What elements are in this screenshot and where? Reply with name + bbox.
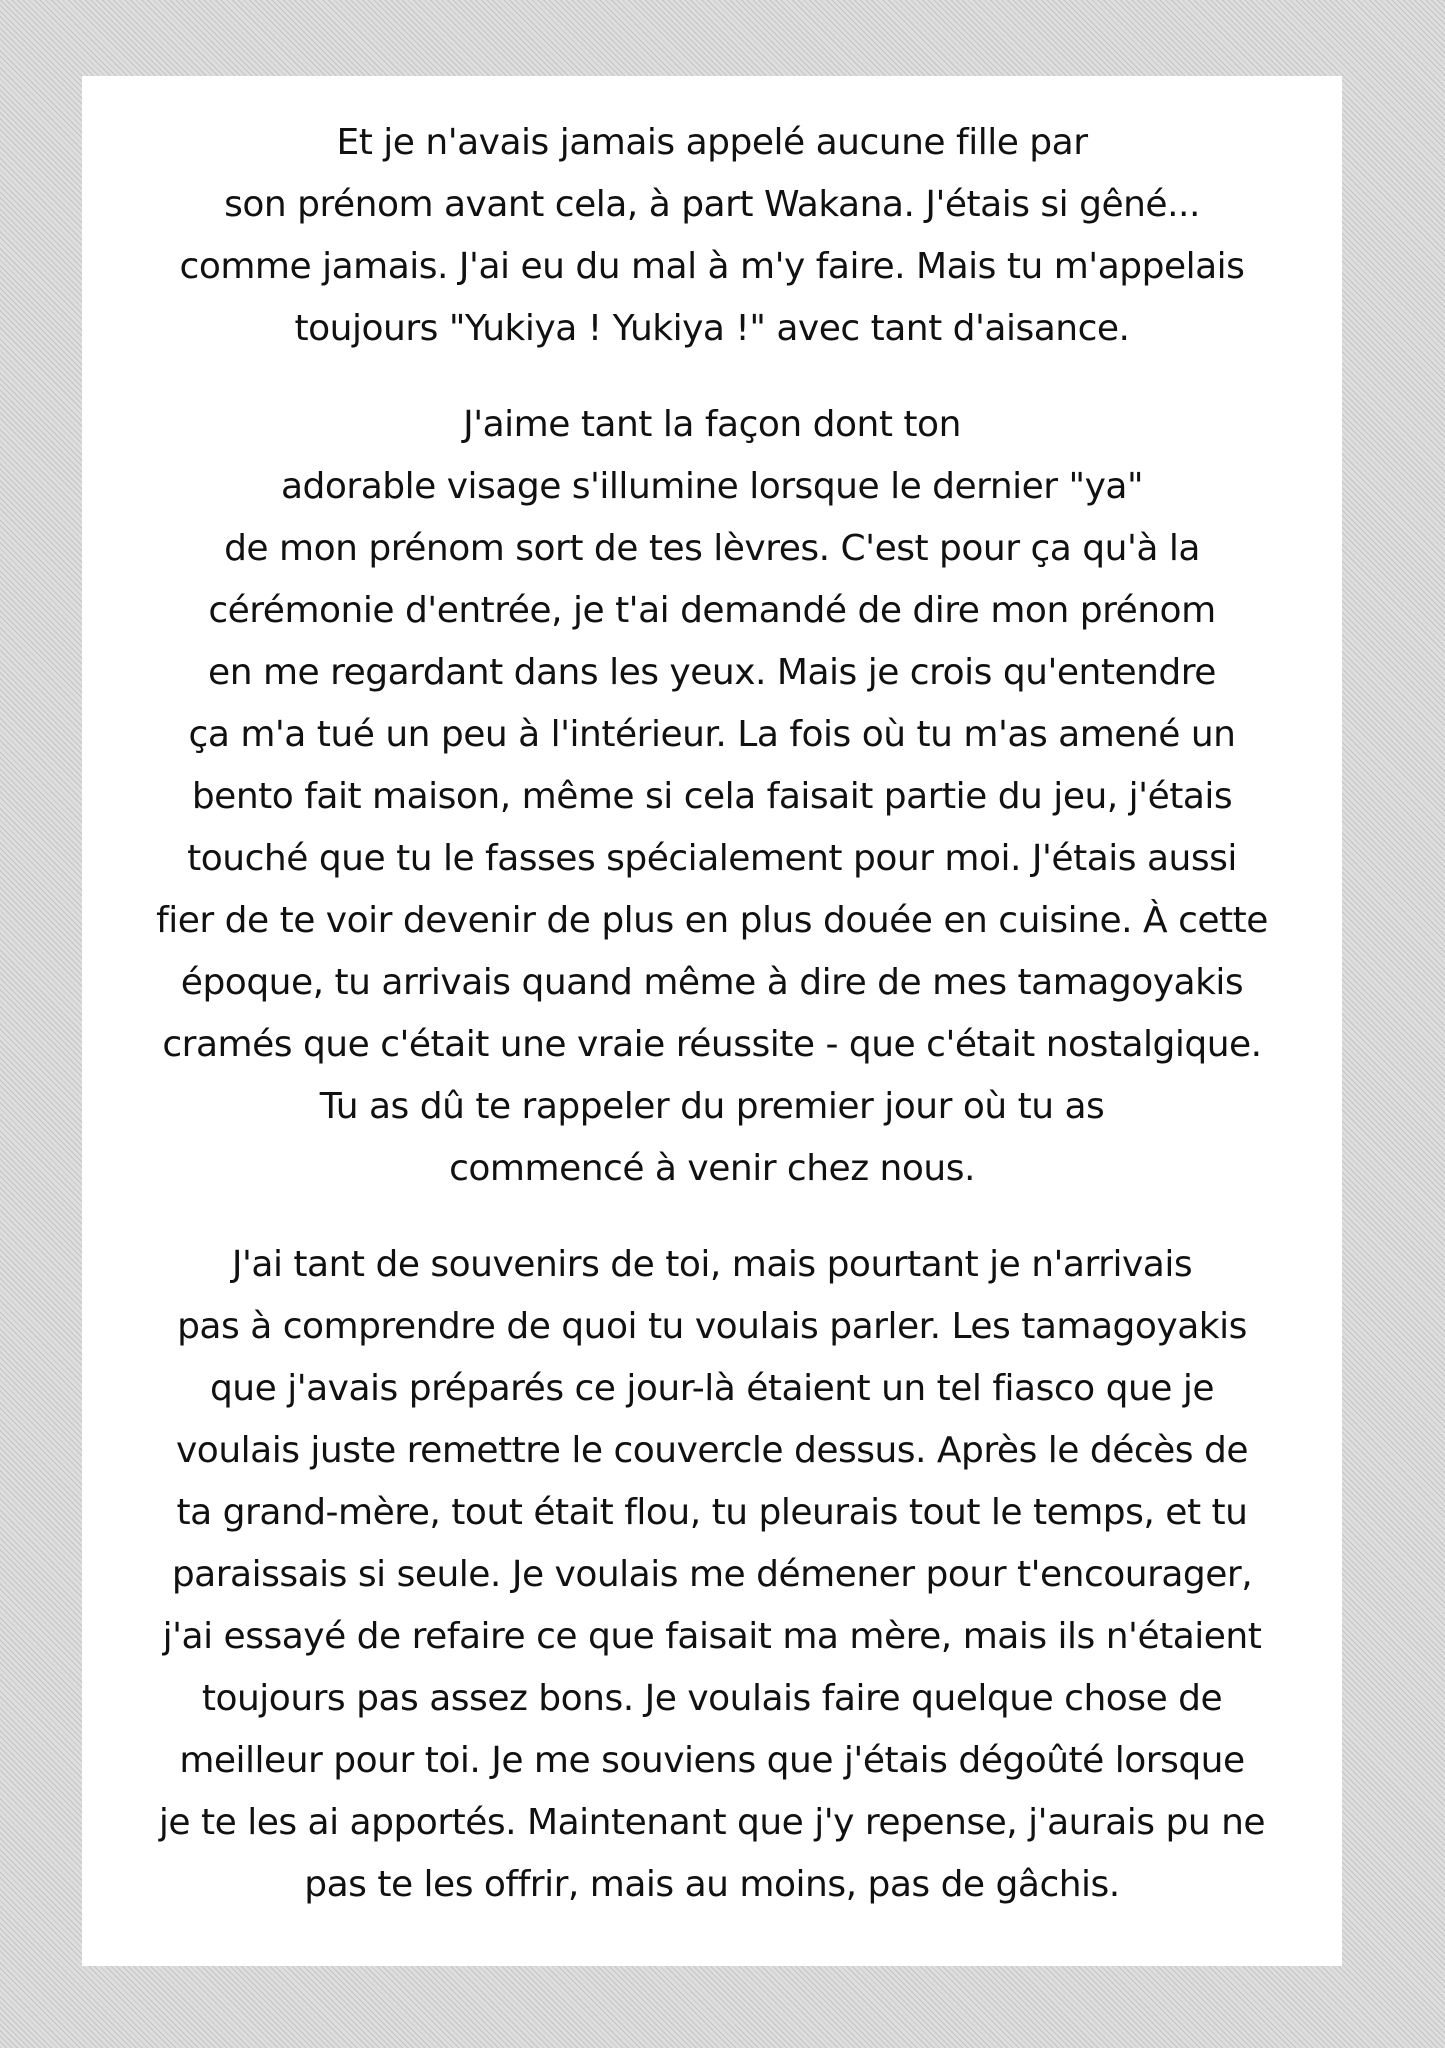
text-line: en me regardant dans les yeux. Mais je crois qu'entendre (208, 652, 1216, 693)
text-line: son prénom avant cela, à part Wakana. J'étais si gêné... (224, 184, 1200, 225)
text-line: meilleur pour toi. Je me souviens que j'étais dégoûté lorsque (179, 1740, 1245, 1781)
text-line: j'ai essayé de refaire ce que faisait ma mère, mais ils n'étaient (162, 1616, 1262, 1657)
text-line: cérémonie d'entrée, je t'ai demandé de dire mon prénom (208, 590, 1216, 631)
text-line: commencé à venir chez nous. (449, 1148, 975, 1189)
text-line: comme jamais. J'ai eu du mal à m'y faire. Mais tu m'appelais (179, 246, 1245, 287)
text-line: pas te les offrir, mais au moins, pas de gâchis. (304, 1864, 1120, 1905)
text-line: toujours "Yukiya ! Yukiya !" avec tant d'aisance. (294, 308, 1130, 349)
paragraph-3 (82, 1234, 1342, 1916)
text-line: J'aime tant la façon dont ton (463, 404, 961, 445)
text-page (82, 76, 1342, 1966)
text-line: toujours pas assez bons. Je voulais faire quelque chose de (201, 1678, 1223, 1719)
text-line: paraissais si seule. Je voulais me démener pour t'encourager, (171, 1554, 1253, 1595)
text-line: bento fait maison, même si cela faisait partie du jeu, j'étais (191, 776, 1233, 817)
paragraph-2 (82, 394, 1342, 1200)
text-line: je te les ai apportés. Maintenant que j'y repense, j'aurais pu ne (158, 1802, 1266, 1843)
text-line: époque, tu arrivais quand même à dire de mes tamagoyakis (180, 962, 1244, 1003)
text-line: ta grand-mère, tout était flou, tu pleurais tout le temps, et tu (176, 1492, 1248, 1533)
text-line: de mon prénom sort de tes lèvres. C'est pour ça qu'à la (224, 528, 1200, 569)
text-line: touché que tu le fasses spécialement pour moi. J'étais aussi (187, 838, 1237, 879)
text-line: Tu as dû te rappeler du premier jour où tu as (319, 1086, 1105, 1127)
text-line: ça m'a tué un peu à l'intérieur. La fois où tu m'as amené un (188, 714, 1236, 755)
text-line: Et je n'avais jamais appelé aucune fille par (336, 122, 1088, 163)
text-line: cramés que c'était une vraie réussite - que c'était nostalgique. (162, 1024, 1262, 1065)
text-line: J'ai tant de souvenirs de toi, mais pourtant je n'arrivais (231, 1244, 1193, 1285)
text-line: que j'avais préparés ce jour-là étaient un tel fiasco que je (209, 1368, 1215, 1409)
text-line: fier de te voir devenir de plus en plus douée en cuisine. À cette (156, 900, 1268, 941)
paragraph-1 (82, 112, 1342, 360)
text-line: pas à comprendre de quoi tu voulais parler. Les tamagoyakis (177, 1306, 1247, 1347)
text-line: adorable visage s'illumine lorsque le dernier "ya" (280, 466, 1144, 507)
text-line: voulais juste remettre le couvercle dessus. Après le décès de (175, 1430, 1249, 1471)
